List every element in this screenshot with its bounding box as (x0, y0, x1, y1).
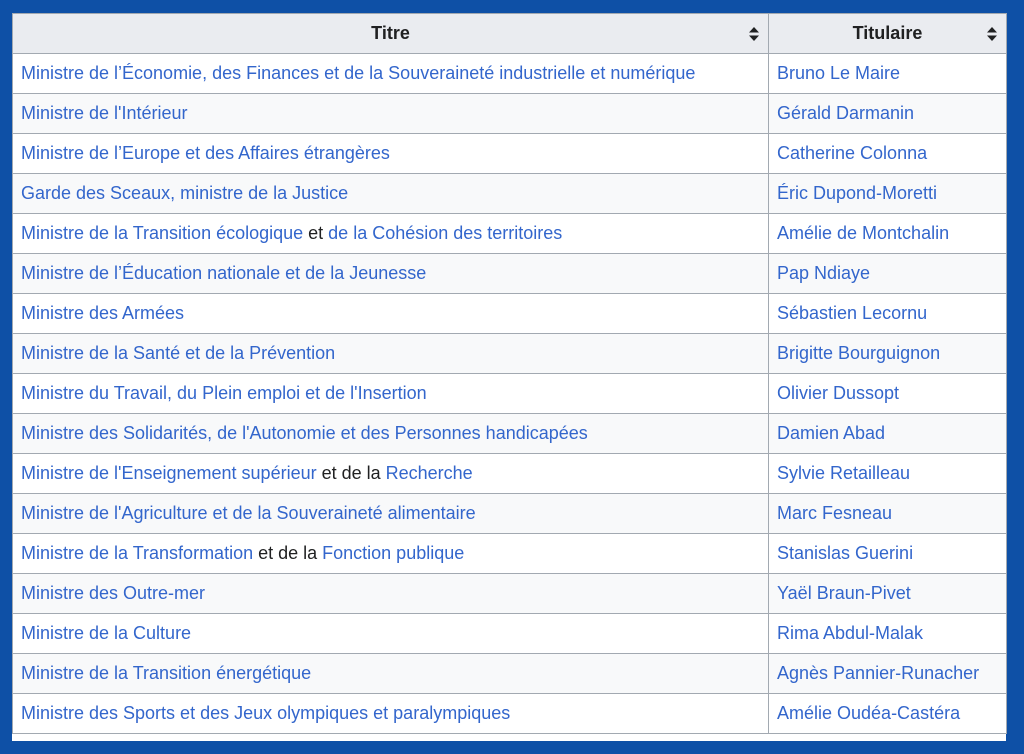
table-body (13, 54, 1007, 734)
titulaire-link[interactable]: Bruno Le Maire (777, 63, 901, 83)
cell-titre (13, 454, 769, 494)
cell-titre (13, 214, 769, 254)
cell-titre (13, 654, 769, 694)
table-row (13, 214, 1007, 254)
column-header-titulaire[interactable] (769, 14, 1007, 54)
titre-link[interactable]: Ministre de l'Agriculture et de la Souveraineté alimentaire (21, 503, 476, 523)
table-row (13, 374, 1007, 414)
cell-titulaire (769, 414, 1007, 454)
titre-link[interactable]: Ministre des Solidarités, de l'Autonomie et des Personnes handicapées (21, 423, 588, 443)
cell-titulaire (769, 534, 1007, 574)
column-header-titre[interactable] (13, 14, 769, 54)
titulaire-link[interactable]: Yaël Braun-Pivet (777, 583, 911, 603)
cell-titre (13, 414, 769, 454)
table-row (13, 654, 1007, 694)
titre-link[interactable]: Garde des Sceaux, ministre de la Justice (21, 183, 349, 203)
table-row (13, 534, 1007, 574)
titulaire-link[interactable]: Amélie Oudéa-Castéra (777, 703, 961, 723)
titulaire-link[interactable]: Damien Abad (777, 423, 886, 443)
cell-titulaire (769, 614, 1007, 654)
titre-text: et de la (253, 543, 323, 563)
cell-titre (13, 334, 769, 374)
titre-link[interactable]: Recherche (385, 463, 473, 483)
sort-arrows-icon[interactable] (749, 27, 759, 41)
table-row (13, 294, 1007, 334)
table-frame (12, 13, 1006, 741)
cell-titre (13, 574, 769, 614)
titulaire-link[interactable]: Sébastien Lecornu (777, 303, 928, 323)
table-row (13, 574, 1007, 614)
titre-text: et (303, 223, 329, 243)
titre-link[interactable]: Ministre de l’Éducation nationale et de la Jeunesse (21, 263, 427, 283)
cell-titulaire (769, 214, 1007, 254)
cell-titre (13, 614, 769, 654)
cell-titulaire (769, 494, 1007, 534)
cell-titre (13, 174, 769, 214)
cell-titre (13, 694, 769, 734)
cell-titulaire (769, 254, 1007, 294)
cell-titre (13, 534, 769, 574)
titre-link[interactable]: Ministre de l’Europe et des Affaires étrangères (21, 143, 390, 163)
titre-link[interactable]: Ministre de l’Économie, des Finances et de la Souveraineté industrielle et numérique (21, 63, 696, 83)
titre-link[interactable]: Ministre de la Transition énergétique (21, 663, 312, 683)
titre-link[interactable]: Ministre du Travail, du Plein emploi et de l'Insertion (21, 383, 427, 403)
sort-arrows-icon[interactable] (987, 27, 997, 41)
cell-titulaire (769, 694, 1007, 734)
ministers-table (12, 13, 1007, 734)
cell-titulaire (769, 94, 1007, 134)
table-row (13, 134, 1007, 174)
cell-titulaire (769, 54, 1007, 94)
cell-titre (13, 54, 769, 94)
table-row (13, 54, 1007, 94)
titre-link[interactable]: Ministre des Sports et des Jeux olympiques et paralympiques (21, 703, 511, 723)
cell-titre (13, 494, 769, 534)
header-row (13, 14, 1007, 54)
titre-link[interactable]: Ministre de la Culture (21, 623, 192, 643)
cell-titulaire (769, 334, 1007, 374)
cell-titulaire (769, 134, 1007, 174)
table-row (13, 254, 1007, 294)
titulaire-link[interactable]: Pap Ndiaye (777, 263, 871, 283)
cell-titulaire (769, 654, 1007, 694)
titulaire-link[interactable]: Agnès Pannier-Runacher (777, 663, 980, 683)
table-row (13, 614, 1007, 654)
titre-link[interactable]: Ministre des Outre-mer (21, 583, 206, 603)
table-row (13, 494, 1007, 534)
cell-titre (13, 374, 769, 414)
cell-titulaire (769, 294, 1007, 334)
titulaire-link[interactable]: Sylvie Retailleau (777, 463, 911, 483)
titulaire-link[interactable]: Stanislas Guerini (777, 543, 914, 563)
titulaire-link[interactable]: Catherine Colonna (777, 143, 928, 163)
titre-link[interactable]: Ministre de la Transformation (21, 543, 254, 563)
cell-titre (13, 134, 769, 174)
column-header-label: Titulaire (852, 23, 923, 43)
table-row (13, 94, 1007, 134)
titulaire-link[interactable]: Brigitte Bourguignon (777, 343, 941, 363)
cell-titre (13, 94, 769, 134)
cell-titulaire (769, 374, 1007, 414)
titulaire-link[interactable]: Olivier Dussopt (777, 383, 900, 403)
titulaire-link[interactable]: Rima Abdul-Malak (777, 623, 924, 643)
table-row (13, 694, 1007, 734)
titre-link[interactable]: Ministre de la Santé et de la Prévention (21, 343, 336, 363)
titulaire-link[interactable]: Marc Fesneau (777, 503, 893, 523)
cell-titulaire (769, 574, 1007, 614)
table-row (13, 174, 1007, 214)
table-row (13, 414, 1007, 454)
titulaire-link[interactable]: Amélie de Montchalin (777, 223, 950, 243)
table-row (13, 334, 1007, 374)
cell-titulaire (769, 174, 1007, 214)
cell-titulaire (769, 454, 1007, 494)
titre-link[interactable]: Ministre des Armées (21, 303, 185, 323)
titre-link[interactable]: Ministre de l'Enseignement supérieur (21, 463, 317, 483)
table-row (13, 454, 1007, 494)
titre-link[interactable]: Ministre de la Transition écologique (21, 223, 304, 243)
column-header-label: Titre (371, 23, 410, 43)
titre-link[interactable]: de la Cohésion des territoires (328, 223, 563, 243)
titulaire-link[interactable]: Éric Dupond-Moretti (777, 183, 938, 203)
cell-titre (13, 254, 769, 294)
cell-titre (13, 294, 769, 334)
titre-link[interactable]: Fonction publique (322, 543, 465, 563)
titre-text: et de la (316, 463, 386, 483)
titre-link[interactable]: Ministre de l'Intérieur (21, 103, 188, 123)
titulaire-link[interactable]: Gérald Darmanin (777, 103, 915, 123)
